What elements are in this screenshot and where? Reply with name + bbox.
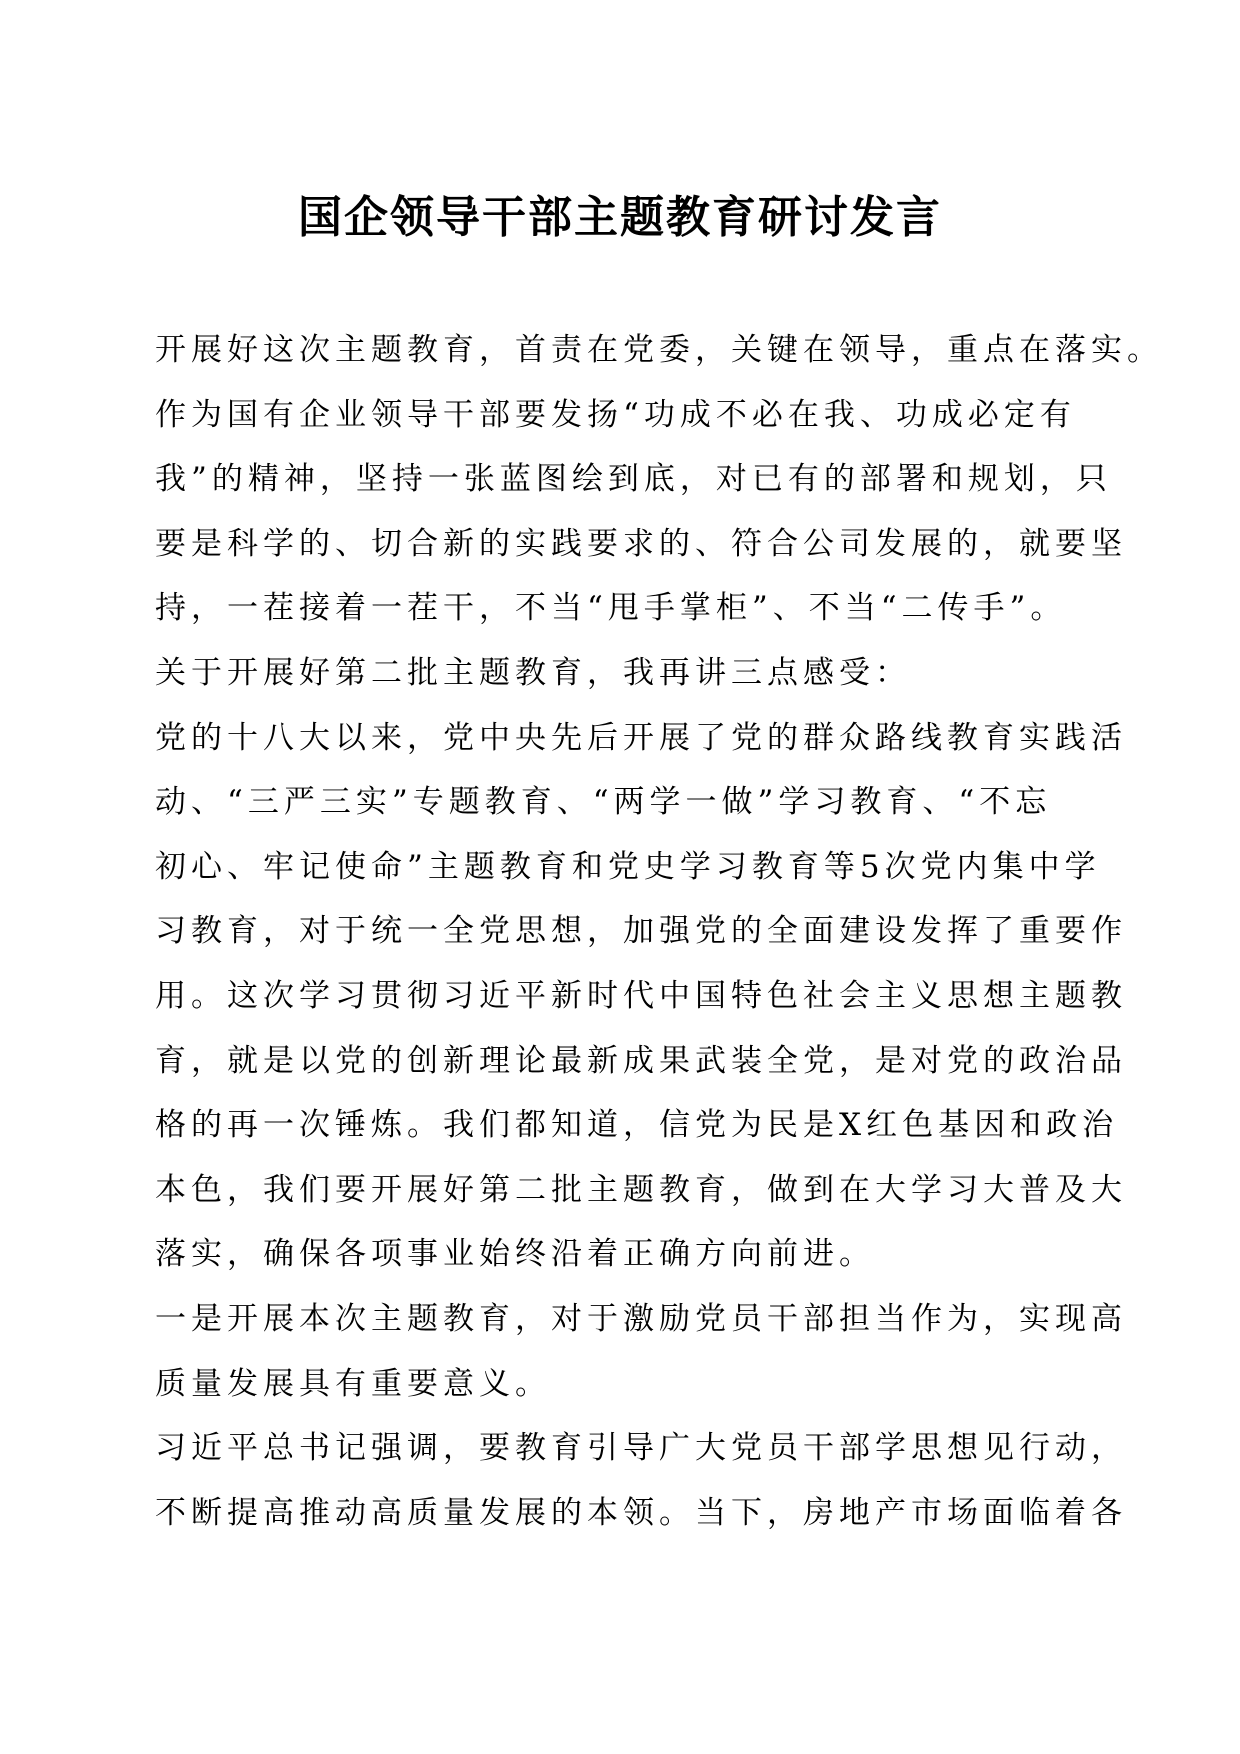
body-line: 质量发展具有重要意义。 <box>155 1365 551 1402</box>
body-line: 持，一茬接着一茬干，不当“甩手掌柜”、不当“二传手”。 <box>155 590 1067 627</box>
body-line: 习教育，对于统一全党思想，加强党的全面建设发挥了重要作 <box>155 913 1127 950</box>
body-line: 要是科学的、切合新的实践要求的、符合公司发展的，就要坚 <box>155 525 1127 562</box>
body-line: 我”的精神，坚持一张蓝图绘到底，对已有的部署和规划，只 <box>155 461 1112 498</box>
body-line: 不断提高推动高质量发展的本领。当下，房地产市场面临着各 <box>155 1494 1127 1531</box>
body-line: 初心、牢记使命”主题教育和党史学习教育等5次党内集中学 <box>155 848 1101 885</box>
body-line: 动、“三严三实”专题教育、“两学一做”学习教育、“不忘 <box>155 784 1052 821</box>
document-body <box>155 318 1163 1545</box>
body-line: 一是开展本次主题教育，对于激励党员干部担当作为，实现高 <box>155 1300 1127 1337</box>
body-line: 关于开展好第二批主题教育，我再讲三点感受： <box>155 654 911 691</box>
body-line: 落实，确保各项事业始终沿着正确方向前进。 <box>155 1236 875 1273</box>
body-line: 作为国有企业领导干部要发扬“功成不必在我、功成必定有 <box>155 396 1076 433</box>
body-line: 开展好这次主题教育，首责在党委，关键在领导，重点在落实。 <box>155 332 1163 368</box>
body-line: 习近平总书记强调，要教育引导广大党员干部学思想见行动， <box>155 1430 1127 1467</box>
body-line: 党的十八大以来，党中央先后开展了党的群众路线教育实践活 <box>155 719 1127 756</box>
document-title: 国企领导干部主题教育研讨发言 <box>298 192 942 243</box>
body-line: 用。这次学习贯彻习近平新时代中国特色社会主义思想主题教 <box>155 977 1127 1014</box>
body-line: 本色，我们要开展好第二批主题教育，做到在大学习大普及大 <box>155 1171 1127 1208</box>
body-line: 育，就是以党的创新理论最新成果武装全党，是对党的政治品 <box>155 1042 1127 1079</box>
body-line: 格的再一次锤炼。我们都知道，信党为民是X红色基因和政治 <box>155 1107 1119 1144</box>
